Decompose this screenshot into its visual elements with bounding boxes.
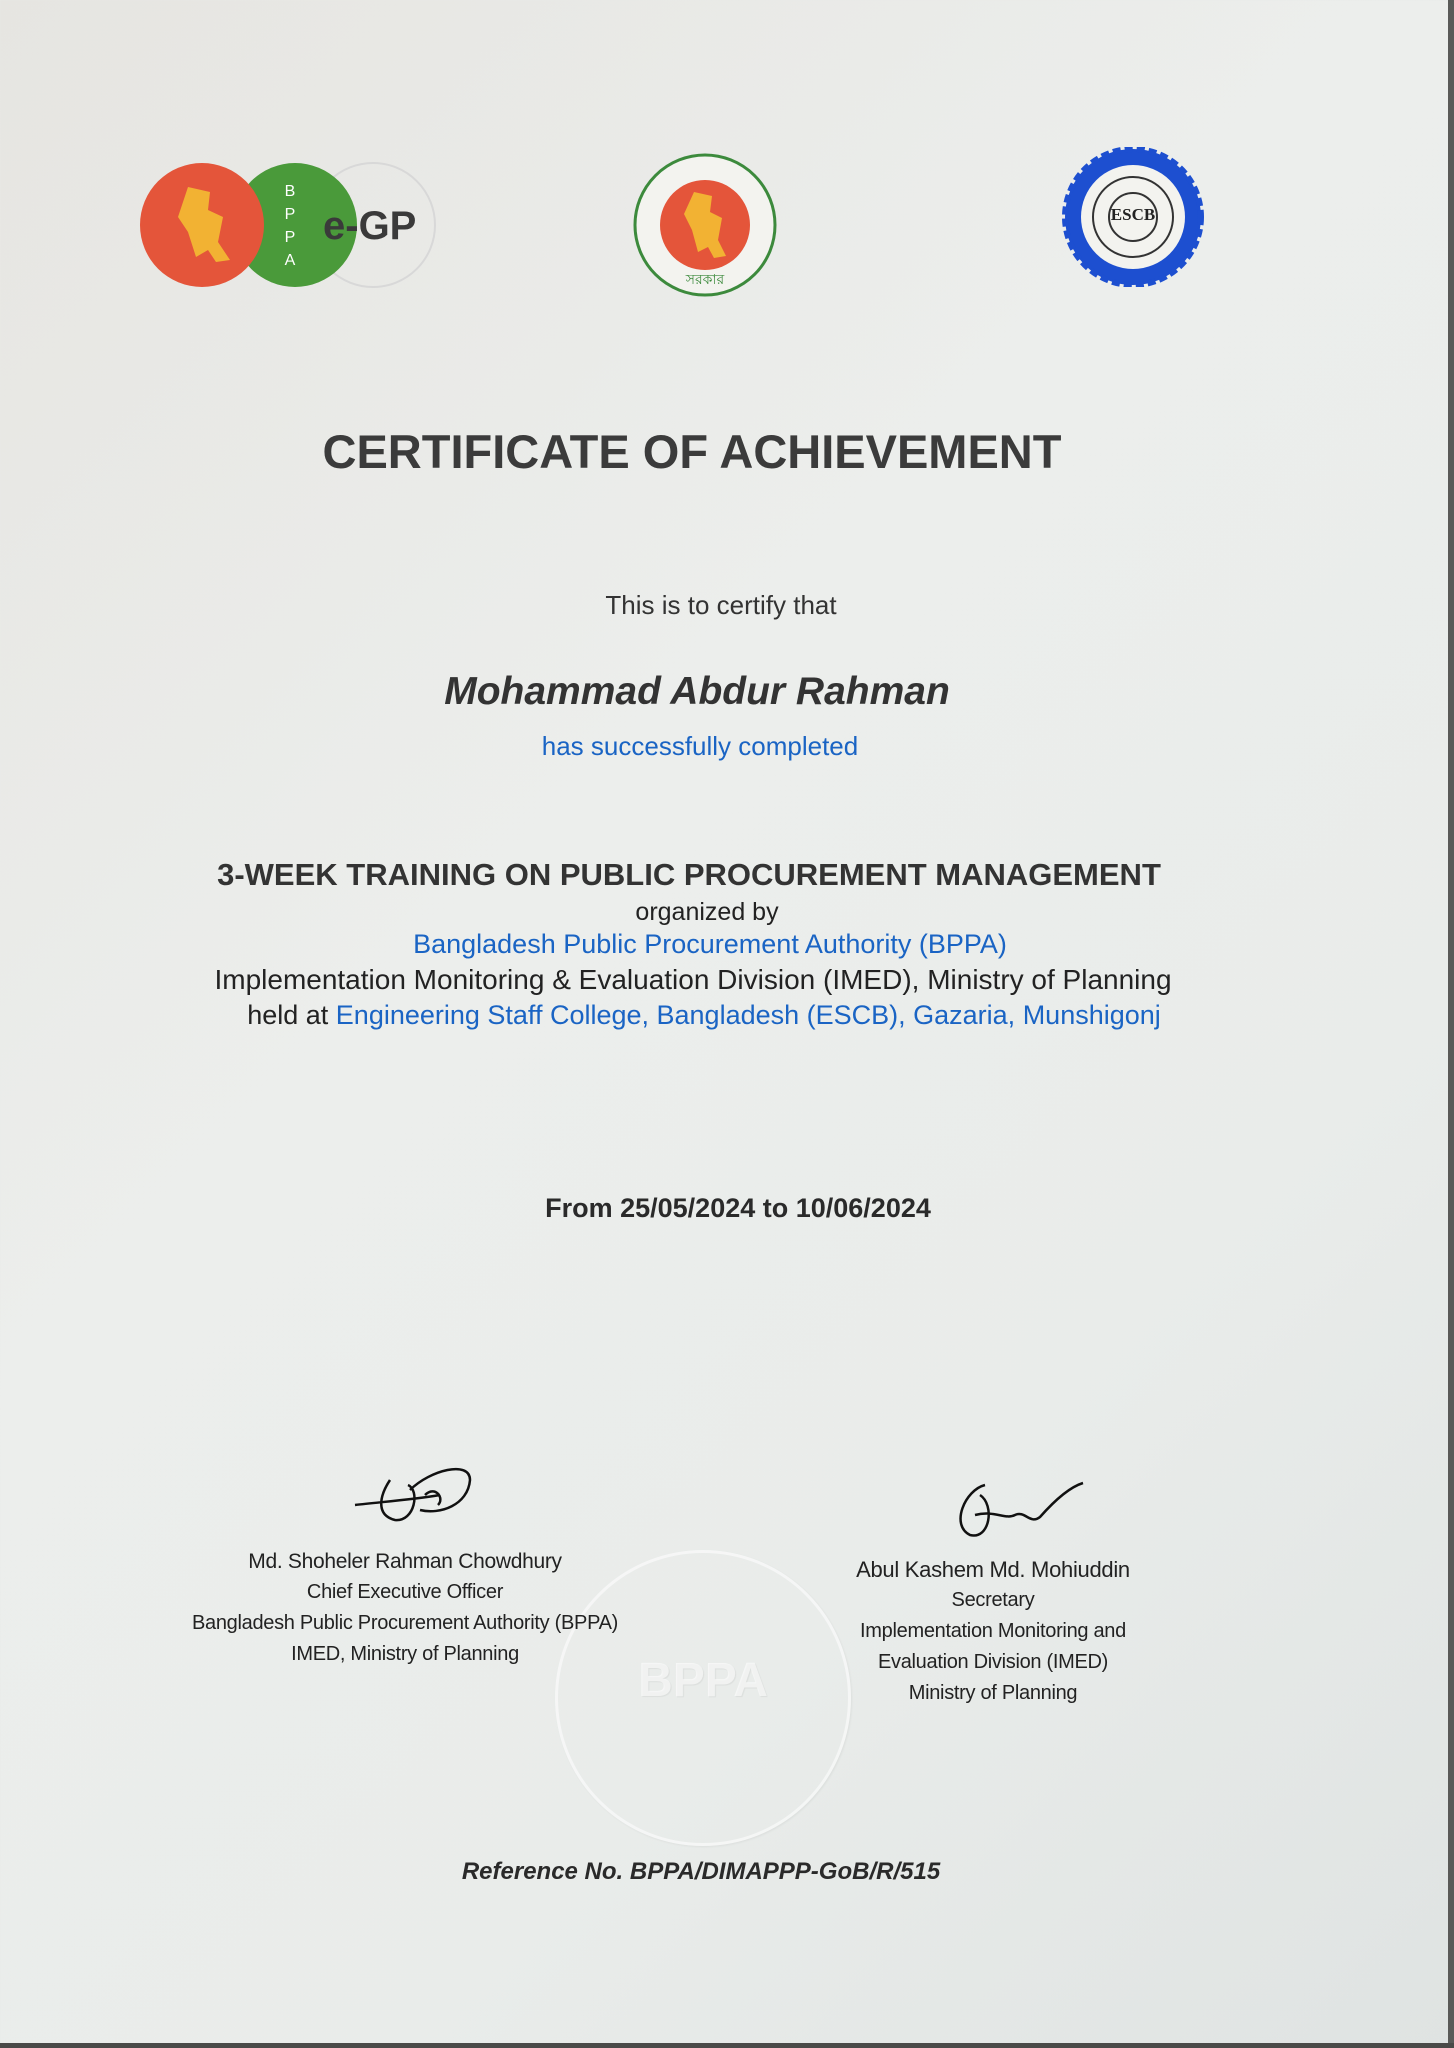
certificate-title: CERTIFICATE OF ACHIEVEMENT — [322, 425, 1062, 478]
completed-text: has successfully completed — [541, 731, 859, 761]
training-dates: From 25/05/2024 to 10/06/2024 — [545, 1193, 931, 1223]
venue: Engineering Staff College, Bangladesh (ESCB), Gazaria, Munshigonj — [335, 1000, 1161, 1030]
held-at: held at — [247, 1000, 329, 1030]
bppa-egp-logo — [138, 162, 438, 292]
signatory-org: Implementation Monitoring and — [860, 1620, 1126, 1642]
escb-text: ESCB — [1110, 205, 1156, 224]
reference-number: Reference No. BPPA/DIMAPPP-GoB/R/515 — [461, 1858, 941, 1885]
escb-logo — [1060, 147, 1206, 287]
signatory-left — [155, 1546, 655, 1670]
signatory-name: Md. Shoheler Rahman Chowdhury — [248, 1550, 562, 1573]
signatory-ministry: IMED, Ministry of Planning — [291, 1643, 519, 1665]
egp-text: e-GP — [323, 204, 417, 248]
organizer: Bangladesh Public Procurement Authority (BPPA) — [413, 929, 1007, 959]
venue-line — [0, 1000, 1431, 1031]
watermark-text: BPPA — [638, 1654, 768, 1707]
recipient-name: Mohammad Abdur Rahman — [444, 670, 950, 713]
certify-text: This is to certify that — [605, 590, 837, 620]
course-title: 3-WEEK TRAINING ON PUBLIC PROCUREMENT MANAGEMENT — [217, 857, 1161, 892]
svg-text:সরকার: সরকার — [685, 271, 725, 287]
signatory-right — [793, 1554, 1193, 1709]
organized-by: organized by — [635, 898, 779, 926]
signatory-title: Chief Executive Officer — [306, 1581, 504, 1603]
signatory-ministry: Ministry of Planning — [908, 1682, 1078, 1704]
government-seal — [632, 152, 778, 298]
signature-left — [350, 1450, 480, 1535]
signatory-title: Secretary — [951, 1589, 1035, 1611]
signatory-name: Abul Kashem Md. Mohiuddin — [856, 1557, 1130, 1582]
signature-right — [945, 1475, 1085, 1550]
division: Implementation Monitoring & Evaluation Division (IMED), Ministry of Planning — [214, 964, 1172, 995]
signatory-org: Evaluation Division (IMED) — [877, 1651, 1109, 1673]
photo-edge-bottom — [0, 2043, 1454, 2048]
bppa-letters: BPPA — [284, 183, 296, 269]
signatory-org: Bangladesh Public Procurement Authority (BPPA) — [191, 1612, 619, 1634]
photo-edge-right — [1448, 0, 1454, 2048]
